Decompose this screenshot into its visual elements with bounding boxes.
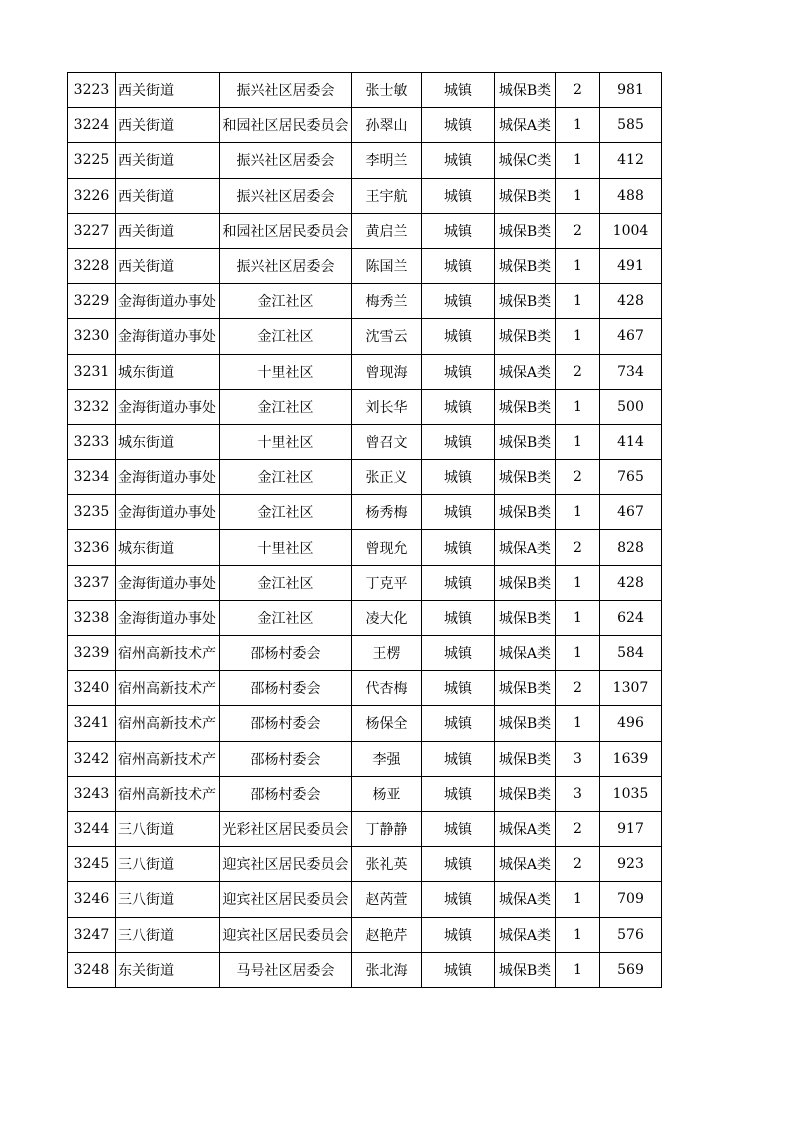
street-cell: 城东街道 — [116, 530, 220, 565]
row-id-cell: 3228 — [68, 248, 116, 283]
row-id-cell: 3224 — [68, 108, 116, 143]
name-cell: 丁克平 — [352, 565, 422, 600]
type-cell: 城镇 — [422, 73, 495, 108]
community-cell: 邵杨村委会 — [220, 741, 352, 776]
type-cell: 城镇 — [422, 706, 495, 741]
name-cell: 曾现允 — [352, 530, 422, 565]
community-cell: 迎宾社区居民委员会 — [220, 917, 352, 952]
name-cell: 刘长华 — [352, 389, 422, 424]
row-id-cell: 3247 — [68, 917, 116, 952]
street-cell: 宿州高新技术产 — [116, 706, 220, 741]
street-cell: 三八街道 — [116, 847, 220, 882]
type-cell: 城镇 — [422, 776, 495, 811]
street-cell: 金海街道办事处 — [116, 284, 220, 319]
amount-cell: 765 — [600, 460, 662, 495]
row-id-cell: 3226 — [68, 178, 116, 213]
type-cell: 城镇 — [422, 213, 495, 248]
name-cell: 杨秀梅 — [352, 495, 422, 530]
type-cell: 城镇 — [422, 917, 495, 952]
row-id-cell: 3244 — [68, 811, 116, 846]
type-cell: 城镇 — [422, 530, 495, 565]
community-cell: 迎宾社区居民委员会 — [220, 847, 352, 882]
amount-cell: 981 — [600, 73, 662, 108]
row-id-cell: 3238 — [68, 600, 116, 635]
row-id-cell: 3231 — [68, 354, 116, 389]
table-row — [68, 495, 662, 530]
name-cell: 曾召文 — [352, 424, 422, 459]
name-cell: 丁静静 — [352, 811, 422, 846]
amount-cell: 467 — [600, 319, 662, 354]
table-row — [68, 73, 662, 108]
type-cell: 城镇 — [422, 143, 495, 178]
category-cell: 城保A类 — [495, 882, 556, 917]
type-cell: 城镇 — [422, 178, 495, 213]
category-cell: 城保B类 — [495, 424, 556, 459]
community-cell: 邵杨村委会 — [220, 706, 352, 741]
street-cell: 城东街道 — [116, 424, 220, 459]
amount-cell: 428 — [600, 284, 662, 319]
type-cell: 城镇 — [422, 600, 495, 635]
table-row — [68, 354, 662, 389]
table-row — [68, 882, 662, 917]
name-cell: 孙翠山 — [352, 108, 422, 143]
type-cell: 城镇 — [422, 284, 495, 319]
row-id-cell: 3232 — [68, 389, 116, 424]
community-cell: 迎宾社区居民委员会 — [220, 882, 352, 917]
amount-cell: 1639 — [600, 741, 662, 776]
amount-cell: 491 — [600, 248, 662, 283]
row-id-cell: 3248 — [68, 952, 116, 987]
table-row — [68, 460, 662, 495]
category-cell: 城保A类 — [495, 811, 556, 846]
type-cell: 城镇 — [422, 495, 495, 530]
type-cell: 城镇 — [422, 741, 495, 776]
type-cell: 城镇 — [422, 811, 495, 846]
amount-cell: 1004 — [600, 213, 662, 248]
community-cell: 金江社区 — [220, 600, 352, 635]
community-cell: 金江社区 — [220, 389, 352, 424]
count-cell: 1 — [556, 108, 600, 143]
community-cell: 十里社区 — [220, 530, 352, 565]
category-cell: 城保A类 — [495, 108, 556, 143]
amount-cell: 1307 — [600, 671, 662, 706]
street-cell: 金海街道办事处 — [116, 460, 220, 495]
community-cell: 金江社区 — [220, 284, 352, 319]
count-cell: 1 — [556, 495, 600, 530]
community-cell: 邵杨村委会 — [220, 776, 352, 811]
row-id-cell: 3242 — [68, 741, 116, 776]
count-cell: 2 — [556, 354, 600, 389]
table-row — [68, 178, 662, 213]
street-cell: 三八街道 — [116, 882, 220, 917]
community-cell: 振兴社区居委会 — [220, 248, 352, 283]
count-cell: 1 — [556, 424, 600, 459]
street-cell: 金海街道办事处 — [116, 565, 220, 600]
table-row — [68, 565, 662, 600]
amount-cell: 1035 — [600, 776, 662, 811]
amount-cell: 576 — [600, 917, 662, 952]
street-cell: 金海街道办事处 — [116, 600, 220, 635]
count-cell: 2 — [556, 460, 600, 495]
amount-cell: 734 — [600, 354, 662, 389]
table-row — [68, 671, 662, 706]
row-id-cell: 3246 — [68, 882, 116, 917]
name-cell: 杨亚 — [352, 776, 422, 811]
name-cell: 李明兰 — [352, 143, 422, 178]
street-cell: 三八街道 — [116, 917, 220, 952]
count-cell: 1 — [556, 178, 600, 213]
count-cell: 1 — [556, 319, 600, 354]
type-cell: 城镇 — [422, 248, 495, 283]
table-body — [68, 73, 662, 988]
table-row — [68, 847, 662, 882]
row-id-cell: 3223 — [68, 73, 116, 108]
street-cell: 城东街道 — [116, 354, 220, 389]
amount-cell: 709 — [600, 882, 662, 917]
name-cell: 赵艳芹 — [352, 917, 422, 952]
type-cell: 城镇 — [422, 671, 495, 706]
name-cell: 沈雪云 — [352, 319, 422, 354]
table-row — [68, 108, 662, 143]
street-cell: 金海街道办事处 — [116, 319, 220, 354]
community-cell: 和园社区居民委员会 — [220, 108, 352, 143]
name-cell: 张正义 — [352, 460, 422, 495]
count-cell: 1 — [556, 248, 600, 283]
amount-cell: 923 — [600, 847, 662, 882]
name-cell: 凌大化 — [352, 600, 422, 635]
table-row — [68, 741, 662, 776]
community-cell: 振兴社区居委会 — [220, 178, 352, 213]
table-row — [68, 811, 662, 846]
category-cell: 城保B类 — [495, 284, 556, 319]
data-table — [67, 72, 662, 988]
table-row — [68, 389, 662, 424]
amount-cell: 412 — [600, 143, 662, 178]
community-cell: 金江社区 — [220, 565, 352, 600]
community-cell: 十里社区 — [220, 354, 352, 389]
amount-cell: 467 — [600, 495, 662, 530]
amount-cell: 496 — [600, 706, 662, 741]
category-cell: 城保B类 — [495, 600, 556, 635]
category-cell: 城保A类 — [495, 847, 556, 882]
name-cell: 王宇航 — [352, 178, 422, 213]
community-cell: 金江社区 — [220, 495, 352, 530]
count-cell: 2 — [556, 73, 600, 108]
community-cell: 马号社区居委会 — [220, 952, 352, 987]
amount-cell: 500 — [600, 389, 662, 424]
name-cell: 张士敏 — [352, 73, 422, 108]
street-cell: 三八街道 — [116, 811, 220, 846]
count-cell: 1 — [556, 882, 600, 917]
table-row — [68, 284, 662, 319]
row-id-cell: 3235 — [68, 495, 116, 530]
count-cell: 1 — [556, 389, 600, 424]
table-row — [68, 636, 662, 671]
amount-cell: 917 — [600, 811, 662, 846]
row-id-cell: 3239 — [68, 636, 116, 671]
street-cell: 西关街道 — [116, 248, 220, 283]
category-cell: 城保B类 — [495, 952, 556, 987]
count-cell: 1 — [556, 706, 600, 741]
table-row — [68, 530, 662, 565]
street-cell: 宿州高新技术产 — [116, 741, 220, 776]
street-cell: 东关街道 — [116, 952, 220, 987]
community-cell: 振兴社区居委会 — [220, 73, 352, 108]
type-cell: 城镇 — [422, 882, 495, 917]
type-cell: 城镇 — [422, 952, 495, 987]
row-id-cell: 3227 — [68, 213, 116, 248]
amount-cell: 585 — [600, 108, 662, 143]
category-cell: 城保A类 — [495, 636, 556, 671]
community-cell: 光彩社区居民委员会 — [220, 811, 352, 846]
count-cell: 1 — [556, 636, 600, 671]
category-cell: 城保A类 — [495, 530, 556, 565]
row-id-cell: 3234 — [68, 460, 116, 495]
count-cell: 3 — [556, 741, 600, 776]
street-cell: 西关街道 — [116, 73, 220, 108]
row-id-cell: 3240 — [68, 671, 116, 706]
street-cell: 宿州高新技术产 — [116, 671, 220, 706]
name-cell: 李强 — [352, 741, 422, 776]
community-cell: 邵杨村委会 — [220, 636, 352, 671]
name-cell: 张礼英 — [352, 847, 422, 882]
category-cell: 城保A类 — [495, 917, 556, 952]
count-cell: 1 — [556, 917, 600, 952]
count-cell: 1 — [556, 143, 600, 178]
table-row — [68, 917, 662, 952]
table-row — [68, 143, 662, 178]
amount-cell: 584 — [600, 636, 662, 671]
type-cell: 城镇 — [422, 389, 495, 424]
count-cell: 1 — [556, 600, 600, 635]
type-cell: 城镇 — [422, 847, 495, 882]
category-cell: 城保B类 — [495, 741, 556, 776]
street-cell: 西关街道 — [116, 178, 220, 213]
row-id-cell: 3233 — [68, 424, 116, 459]
row-id-cell: 3236 — [68, 530, 116, 565]
row-id-cell: 3229 — [68, 284, 116, 319]
category-cell: 城保B类 — [495, 565, 556, 600]
name-cell: 代杏梅 — [352, 671, 422, 706]
type-cell: 城镇 — [422, 108, 495, 143]
table-row — [68, 776, 662, 811]
amount-cell: 569 — [600, 952, 662, 987]
type-cell: 城镇 — [422, 319, 495, 354]
category-cell: 城保B类 — [495, 389, 556, 424]
category-cell: 城保C类 — [495, 143, 556, 178]
name-cell: 黄启兰 — [352, 213, 422, 248]
category-cell: 城保B类 — [495, 706, 556, 741]
community-cell: 和园社区居民委员会 — [220, 213, 352, 248]
row-id-cell: 3237 — [68, 565, 116, 600]
type-cell: 城镇 — [422, 424, 495, 459]
amount-cell: 428 — [600, 565, 662, 600]
count-cell: 2 — [556, 671, 600, 706]
amount-cell: 488 — [600, 178, 662, 213]
category-cell: 城保B类 — [495, 178, 556, 213]
count-cell: 1 — [556, 952, 600, 987]
row-id-cell: 3225 — [68, 143, 116, 178]
name-cell: 曾现海 — [352, 354, 422, 389]
count-cell: 3 — [556, 776, 600, 811]
type-cell: 城镇 — [422, 460, 495, 495]
category-cell: 城保B类 — [495, 495, 556, 530]
street-cell: 西关街道 — [116, 143, 220, 178]
row-id-cell: 3230 — [68, 319, 116, 354]
name-cell: 陈国兰 — [352, 248, 422, 283]
name-cell: 梅秀兰 — [352, 284, 422, 319]
street-cell: 西关街道 — [116, 108, 220, 143]
type-cell: 城镇 — [422, 636, 495, 671]
table-row — [68, 319, 662, 354]
count-cell: 2 — [556, 213, 600, 248]
community-cell: 振兴社区居委会 — [220, 143, 352, 178]
street-cell: 金海街道办事处 — [116, 389, 220, 424]
amount-cell: 828 — [600, 530, 662, 565]
community-cell: 金江社区 — [220, 319, 352, 354]
amount-cell: 414 — [600, 424, 662, 459]
category-cell: 城保A类 — [495, 354, 556, 389]
count-cell: 2 — [556, 847, 600, 882]
category-cell: 城保B类 — [495, 213, 556, 248]
count-cell: 1 — [556, 565, 600, 600]
category-cell: 城保B类 — [495, 73, 556, 108]
row-id-cell: 3245 — [68, 847, 116, 882]
amount-cell: 624 — [600, 600, 662, 635]
name-cell: 赵芮萱 — [352, 882, 422, 917]
category-cell: 城保B类 — [495, 319, 556, 354]
table-row — [68, 424, 662, 459]
street-cell: 西关街道 — [116, 213, 220, 248]
type-cell: 城镇 — [422, 565, 495, 600]
street-cell: 金海街道办事处 — [116, 495, 220, 530]
table-row — [68, 600, 662, 635]
count-cell: 2 — [556, 811, 600, 846]
table-row — [68, 952, 662, 987]
name-cell: 王楞 — [352, 636, 422, 671]
category-cell: 城保B类 — [495, 460, 556, 495]
type-cell: 城镇 — [422, 354, 495, 389]
street-cell: 宿州高新技术产 — [116, 776, 220, 811]
community-cell: 邵杨村委会 — [220, 671, 352, 706]
street-cell: 宿州高新技术产 — [116, 636, 220, 671]
name-cell: 张北海 — [352, 952, 422, 987]
category-cell: 城保B类 — [495, 671, 556, 706]
table-row — [68, 706, 662, 741]
count-cell: 2 — [556, 530, 600, 565]
count-cell: 1 — [556, 284, 600, 319]
category-cell: 城保B类 — [495, 776, 556, 811]
name-cell: 杨保全 — [352, 706, 422, 741]
row-id-cell: 3241 — [68, 706, 116, 741]
category-cell: 城保B类 — [495, 248, 556, 283]
row-id-cell: 3243 — [68, 776, 116, 811]
community-cell: 十里社区 — [220, 424, 352, 459]
community-cell: 金江社区 — [220, 460, 352, 495]
table-row — [68, 213, 662, 248]
table-row — [68, 248, 662, 283]
